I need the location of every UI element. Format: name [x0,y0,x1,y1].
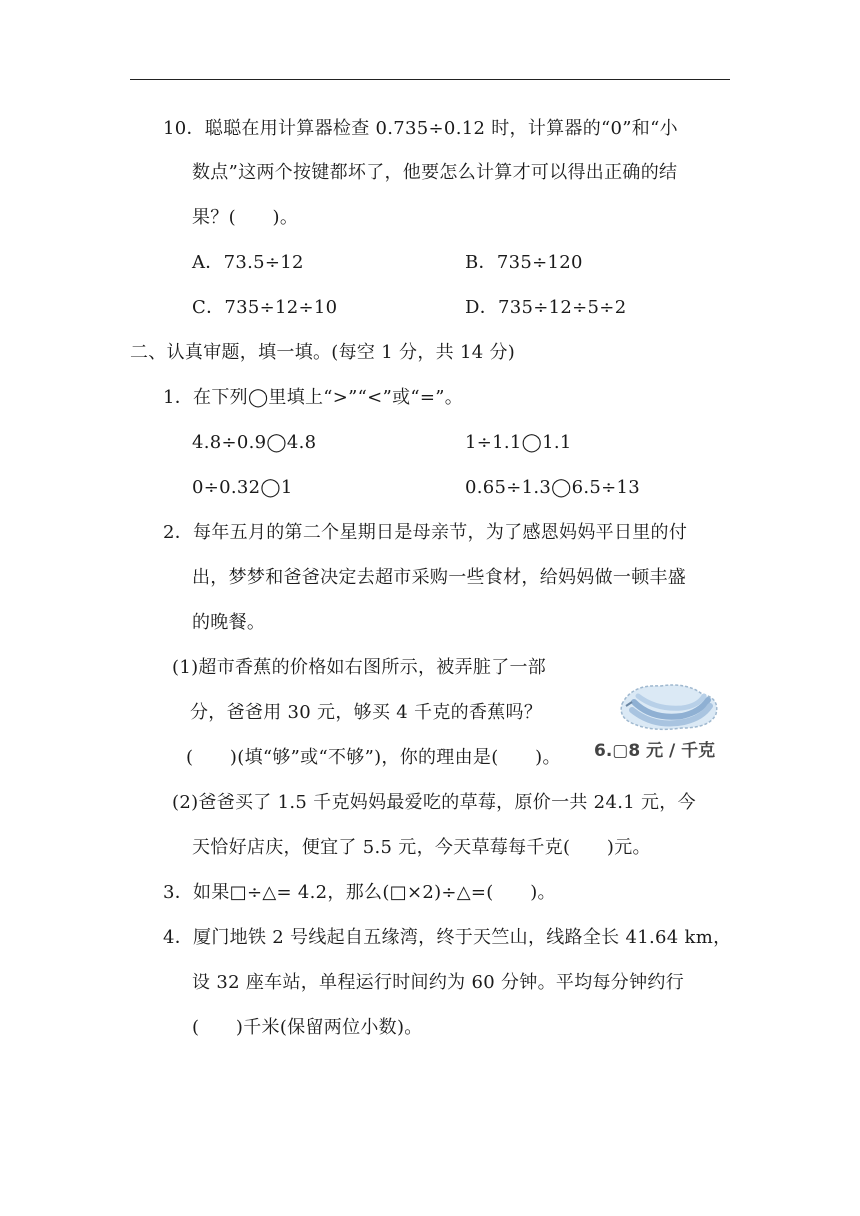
q10-option-d: D．735÷12÷5÷2 [465,297,627,318]
q1-item-c: 0÷0.32◯1 [192,477,293,498]
q3-text: 3．如果□÷△= 4.2，那么(□×2)÷△=( )。 [163,882,556,903]
q2-part2-line2: 天恰好店庆，便宜了 5.5 元，今天草莓每千克( )元。 [192,837,651,858]
q10-line1: 10．聪聪在用计算器检查 0.735÷0.12 时，计算器的“0”和“小 [163,118,678,139]
q10-option-b: B．735÷120 [465,252,583,273]
q1-item-b: 1÷1.1◯1.1 [465,432,572,453]
banana-price-tag: 6.▢8 元 / 千克 [594,741,716,761]
q4-line2: 设 32 座车站，单程运行时间约为 60 分钟。平均每分钟约行 [192,972,684,993]
q1-stem: 1．在下列◯里填上“>”“<”或“=”。 [163,387,464,408]
q2-line1: 2．每年五月的第二个星期日是母亲节，为了感恩妈妈平日里的付 [163,522,688,543]
q4-line3: ( )千米(保留两位小数)。 [192,1017,423,1038]
q2-line2: 出，梦梦和爸爸决定去超市采购一些食材，给妈妈做一顿丰盛 [192,567,687,588]
q2-part1-line2: 分，爸爸用 30 元，够买 4 千克的香蕉吗？ [190,702,543,723]
q2-part1-line1: (1)超市香蕉的价格如右图所示，被弄脏了一部 [172,657,547,678]
q1-item-a: 4.8÷0.9◯4.8 [192,432,317,453]
section-title: 二、认真审题，填一填。(每空 1 分，共 14 分) [130,342,516,363]
q2-part2-line1: (2)爸爸买了 1.5 千克妈妈最爱吃的草莓，原价一共 24.1 元，今 [172,792,696,813]
q10-option-a: A．73.5÷12 [192,252,304,273]
q2-line3: 的晚餐。 [192,612,266,633]
q4-line1: 4．厦门地铁 2 号线起自五缘湾，终于天竺山，线路全长 41.64 km， [163,927,732,948]
q2-part1-line3: ( )(填“够”或“不够”)，你的理由是( )。 [186,747,561,768]
q10-line3: 果？( )。 [192,207,299,228]
header-rule [130,79,730,80]
q10-line2: 数点”这两个按键都坏了，他要怎么计算才可以得出正确的结 [192,162,678,183]
q10-option-c: C．735÷12÷10 [192,297,338,318]
q1-item-d: 0.65÷1.3◯6.5÷13 [465,477,641,498]
